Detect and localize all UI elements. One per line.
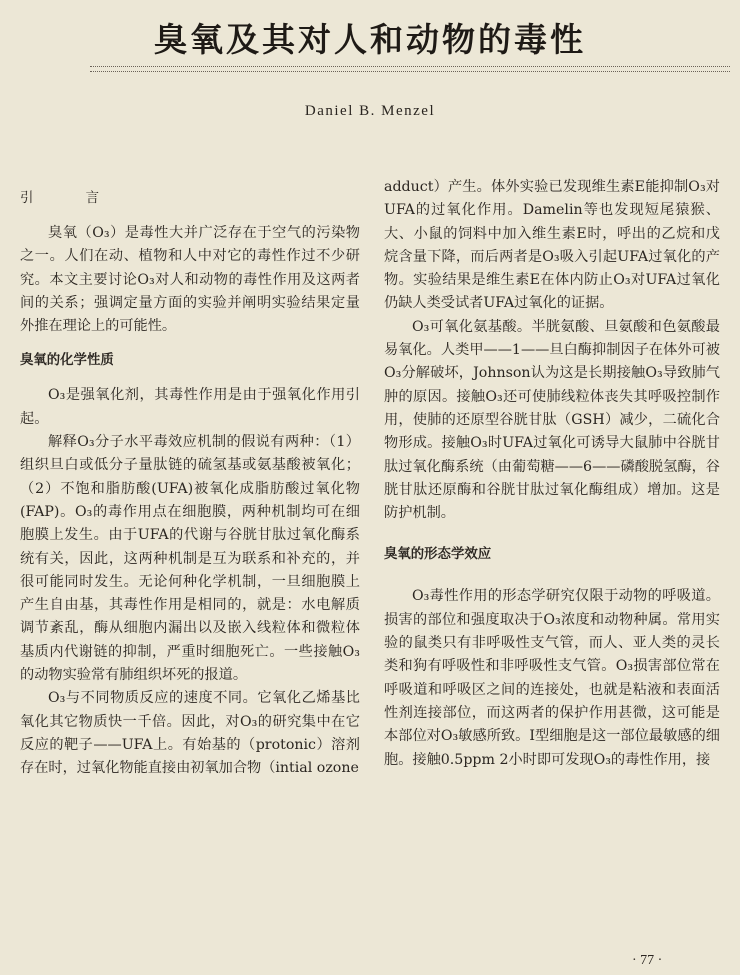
section-heading-intro: 引 言 <box>20 191 124 206</box>
left-column <box>20 176 360 781</box>
intro-paragraph: 臭氧（O₃）是毒性大并广泛存在于空气的污染物之一。人们在动、植物和人中对它的毒性作过不少研究。本文主要讨论O₃对人和动物的毒性作用及这两者间的关系；强调定量方面的实验并阐明实验结果定量外推在理论上的可能性。 <box>20 225 360 335</box>
page-number: · 77 · <box>632 953 663 968</box>
amino-acid-paragraph: O₃可氧化氨基酸。半胱氨酸、旦氨酸和色氨酸最易氧化。人类甲——1——旦白酶抑制因子在体外可被O₃分解破坏，Johnson认为这是长期接触O₃导致肺气肿的原因。接触O₃还可使肺线粒体丧失其呼吸控制作用，使肺的还原型谷胱甘肽（GSH）减少，二硫化合物形成。接触O₃时UFA过氧化可诱导大鼠肺中谷胱甘肽过氧化酶系统（由葡萄糖——6——磷酸脱氢酶，谷胱甘肽还原酶和谷胱甘肽过氧化酶组成）增加。这是防护机制。 <box>384 318 720 522</box>
right-column <box>384 176 720 772</box>
author: Daniel B. Menzel <box>304 103 436 119</box>
chemistry-paragraph-3: O₃与不同物质反应的速度不同。它氧化乙烯基比氧化其它物质快一千倍。因此，对O₃的研究集中在它反应的靶子——UFA上。有始基的（protonic）溶剂存在时，过氧化物能直接由初氧加合物（intial ozone <box>20 690 360 777</box>
page-title: 臭氧及其对人和动物的毒性 <box>154 20 586 59</box>
continued-paragraph: adduct）产生。体外实验已发现维生素E能抑制O₃对UFA的过氧化作用。Damelin等也发现短尾猿猴、大、小鼠的饲料中加入维生素E时，呼出的乙烷和戊烷含量下降，而后两者是O₃吸入引起UFA过氧化的产物。实验结果是维生素E在体内防止O₃对UFA过氧化仍缺人类受试者UFA过氧化的证据。 <box>384 179 720 312</box>
morphology-paragraph: O₃毒性作用的形态学研究仅限于动物的呼吸道。损害的部位和强度取决于O₃浓度和动物种属。常用实验的鼠类只有非呼吸性支气管，而人、亚人类的灵长类和狗有呼吸性和非呼吸性支气管。O₃损害部位常在呼吸道和呼吸区之间的连接处，也就是粘液和表面活性剂连接部位，而这两者的保护作用甚微，这可能是本部位对O₃敏感所致。Ⅰ型细胞是这一部位最敏感的细胞。接触0.5ppm 2小时即可发现O₃的毒性作用，接 <box>384 588 720 768</box>
section-heading-chemistry: 臭氧的化学性质 <box>20 353 114 369</box>
title-divider-top <box>90 66 730 67</box>
chemistry-paragraph-1: O₃是强氧化剂，其毒性作用是由于强氧化作用引起。 <box>20 387 360 427</box>
chemistry-paragraph-2: 解释O₃分子水平毒效应机制的假说有两种：（1）组织旦白或低分子量肽链的硫氢基或氨基酸被氧化；（2）不饱和脂肪酸(UFA)被氧化成脂肪酸过氧化物(FAP)。O₃的毒作用点在细胞膜，两种机制均可在细胞膜上发生。由于UFA的代谢与谷胱甘肽过氧化酶系统有关，因此，这两种机制是互为联系和补充的，并很可能同时发生。无论何种化学机制，一旦细胞膜上产生自由基，其毒性作用是相同的，就是：水电解质调节紊乱，酶从细胞内漏出以及嵌入线粒体和微粒体基质内代谢链的抑制，严重时细胞死亡。一些接触O₃的动物实验常有肺组织坏死的报道。 <box>20 434 360 684</box>
section-heading-morphology: 臭氧的形态学效应 <box>384 547 492 563</box>
title-divider-bottom <box>90 71 730 72</box>
